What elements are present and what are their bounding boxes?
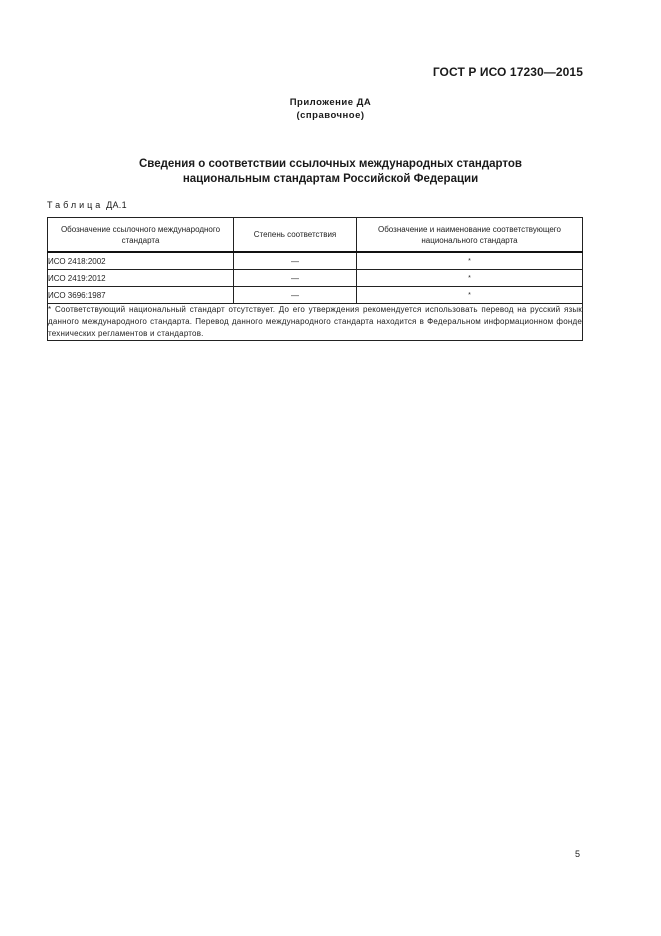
column-header-degree: Степень соответствия bbox=[234, 218, 357, 253]
cell-degree: — bbox=[234, 270, 357, 287]
cell-standard: ИСО 2419:2012 bbox=[48, 270, 234, 287]
correspondence-table bbox=[47, 217, 583, 341]
table-caption-prefix: Таблица bbox=[47, 200, 104, 210]
table-row bbox=[48, 252, 583, 270]
column-header-national-standard: Обозначение и наименование соответствующего национального стандарта bbox=[357, 218, 583, 253]
section-title-line-1: Сведения о соответствии ссылочных международных стандартов bbox=[138, 158, 522, 170]
annex-title: Приложение ДА bbox=[289, 97, 372, 108]
cell-national: * bbox=[357, 252, 583, 270]
cell-national: * bbox=[357, 270, 583, 287]
cell-degree: — bbox=[234, 287, 357, 304]
cell-standard: ИСО 2418:2002 bbox=[48, 252, 234, 270]
table-caption bbox=[47, 200, 127, 210]
table-row bbox=[48, 287, 583, 304]
section-title bbox=[0, 157, 661, 187]
column-header-international-standard: Обозначение ссылочного международного стандарта bbox=[48, 218, 234, 253]
section-title-line-2: национальным стандартам Российской Федерации bbox=[182, 173, 479, 185]
annex-heading bbox=[0, 96, 661, 122]
cell-standard: ИСО 3696:1987 bbox=[48, 287, 234, 304]
table-caption-number: ДА.1 bbox=[106, 200, 127, 210]
document-code: ГОСТ Р ИСО 17230—2015 bbox=[432, 65, 583, 79]
table-footnote-row bbox=[48, 304, 583, 341]
cell-degree: — bbox=[234, 252, 357, 270]
table-row bbox=[48, 270, 583, 287]
cell-national: * bbox=[357, 287, 583, 304]
page-number: 5 bbox=[575, 849, 581, 859]
table-footnote: * Соответствующий национальный стандарт отсутствует. До его утверждения рекомендуется использовать перевод на русский язык данного международного стандарта. Перевод данного международного стандарта находится в Федеральном информационном фонде технических регламентов и стандартов. bbox=[48, 304, 583, 341]
table-header-row bbox=[48, 218, 583, 253]
annex-subtitle: (справочное) bbox=[296, 110, 365, 121]
